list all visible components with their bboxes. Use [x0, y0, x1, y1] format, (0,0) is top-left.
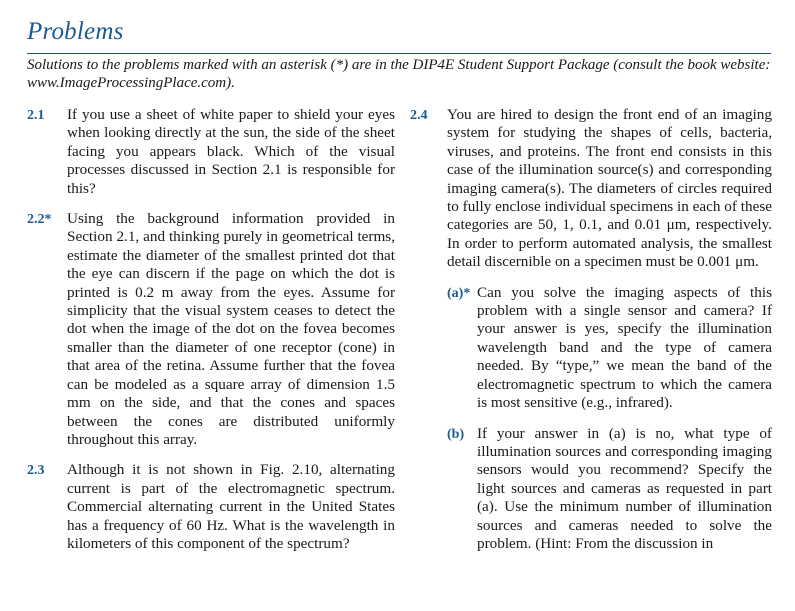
problem-text: Although it is not shown in Fig. 2.10, alternating current is part of the electromagnetic spectrum. Commercial alternating current in the United States has a frequency of 60 Hz. What is the wavelength in kilometers of this component of the spectrum?: [67, 461, 395, 552]
problem-2-2: [27, 210, 395, 449]
part-label: (a)*: [447, 285, 471, 301]
left-column: [27, 106, 395, 565]
problem-text: If you use a sheet of white paper to shield your eyes when looking directly at the sun, the side of the sheet facing you appears black. Which of the visual processes discussed in Section 2.1 is responsible for this?: [67, 106, 395, 197]
problem-number: 2.2*: [27, 212, 52, 228]
problem-number: 2.4: [410, 108, 428, 123]
problem-number: 2.1: [27, 108, 45, 123]
problem-body: [447, 106, 772, 553]
part-text: Can you solve the imaging aspects of this problem with a single sensor and camera? If your answer is yes, specify the illumination wavelength band and the type of camera needed. By “type,” we mean the band of the electromagnetic spectrum to which the camera is most sensitive (e.g., infrared).: [477, 283, 772, 412]
intro-text: Solutions to the problems marked with an asterisk (*) are in the DIP4E Student Support Package (consult the book website: www.ImageProcessingPlace.com).: [27, 57, 771, 91]
right-column: [410, 106, 772, 565]
part-text: If your answer in (a) is no, what type of illumination sources and corresponding imaging sensors would you recommend? Specify the light sources and cameras as requested in part (a). Use the minimum number of illumination sources and cameras needed to solve the problem. (Hint: From the discussion in: [477, 424, 772, 552]
problem-2-3: [27, 461, 395, 553]
part-a: [447, 284, 772, 413]
problem-2-4: [410, 106, 772, 553]
page-title: Problems: [27, 18, 124, 45]
problem-text: Using the background information provided in Section 2.1, and thinking purely in geometrical terms, estimate the diameter of the smallest printed dot that the eye can discern if the page on which the dot is printed is 0.2 m away from the eyes. Assume for simplicity that the visual system ceases to detect the dot when the image of the dot on the fovea becomes smaller than the diameter of one receptor (cone) in that area of the retina. Assume further that the fovea can be modeled as a square array of dimension 1.5 mm on the side, and that the cones and spaces between the cones are distributed uniformly throughout this array.: [67, 210, 395, 448]
problem-2-1: [27, 106, 395, 198]
part-label: (b): [447, 426, 465, 442]
problem-number: 2.3: [27, 463, 45, 479]
problem-text: You are hired to design the front end of an imaging system for studying the shapes of cells, bacteria, viruses, and proteins. The front end consists in this case of the illumination source(s) and corresponding imaging camera(s). The diameters of circles required to fully enclose individual specimens in each of these categories are 50, 1, 0.1, and 0.01 μm, respectively. In order to perform automated analysis, the smallest detail discernible on a specimen must be 0.001 μm.: [447, 106, 772, 271]
title-divider: [27, 53, 771, 54]
part-b: [447, 425, 772, 554]
